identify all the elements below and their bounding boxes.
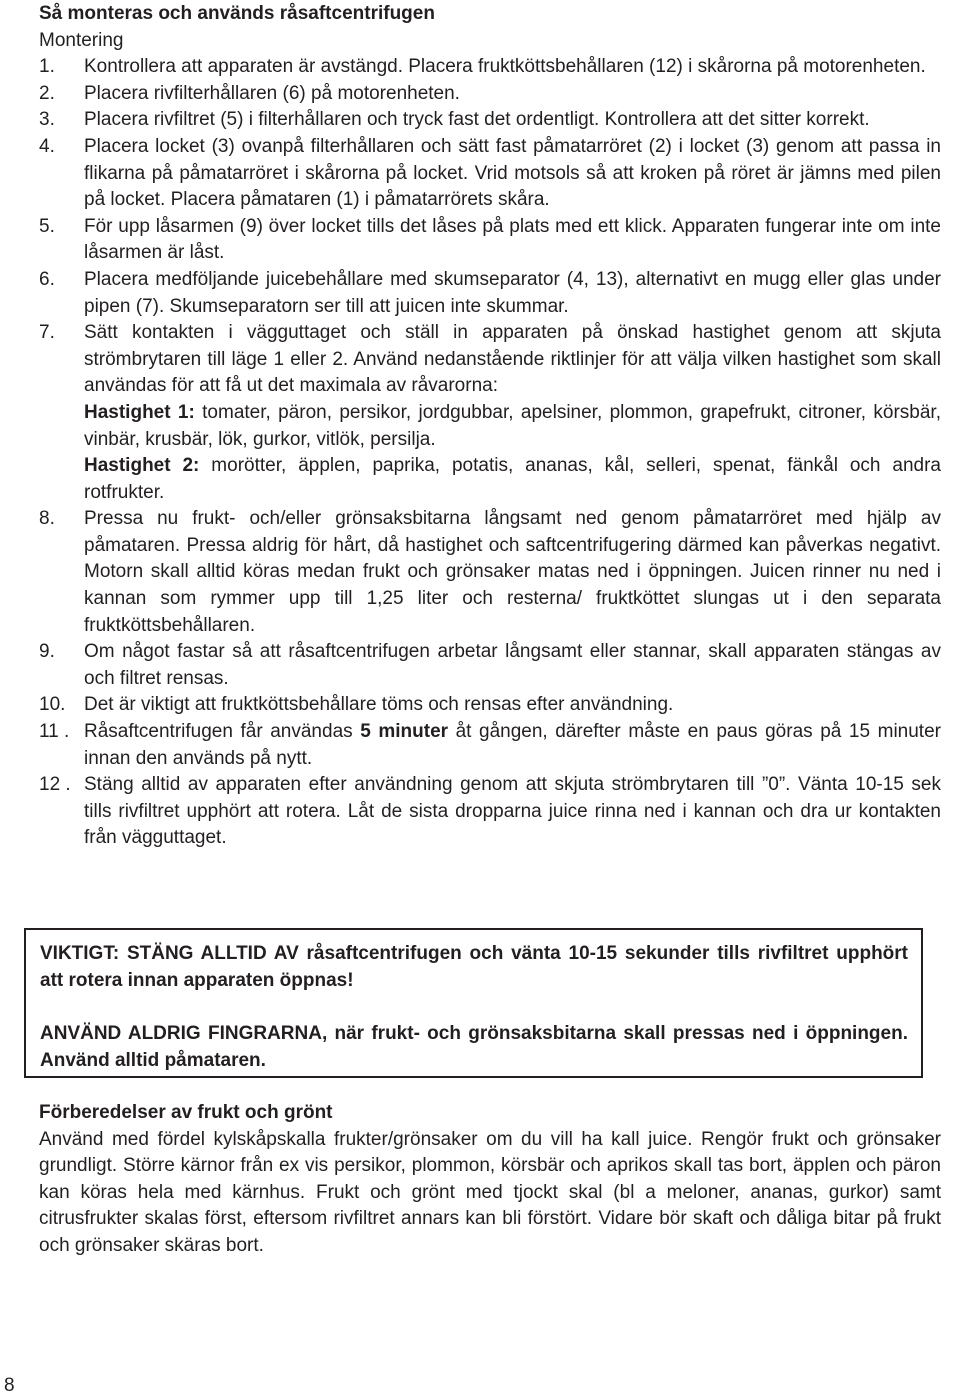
speed-2-line: Hastighet 2: morötter, äpplen, paprika, potatis, ananas, kål, selleri, spenat, fänkål och andra rotfrukter.: [84, 455, 941, 503]
step-item: 7. Sätt kontakten i vägguttaget och ställ in apparaten på önskad hastighet genom att skjuta strömbrytaren till läge 1 eller 2. Använd nedanstående riktlinjer för att välja vilken hastighet som skall användas för att få ut det maximala av råvarorna: Hastighet 1: tomater, päron, persikor, jordgubbar, apelsiner, plommon, grapefrukt, citroner, körsbär, vinbär, krusbär, lök, gurkor, vitlök, persilja. Hastighet 2: morötter, äpplen, paprika, potatis, ananas, kål, selleri, spenat, fänkål och andra rotfrukter.: [39, 320, 941, 506]
step-item: 2. Placera rivfilterhållaren (6) på motorenheten.: [39, 82, 460, 104]
step-item: 6. Placera medföljande juicebehållare med skumseparator (4, 13), alternativt en mugg eller glas under pipen (7). Skumseparatorn ser till att juicen inte skummar.: [39, 268, 941, 317]
section-subtitle: Montering: [39, 29, 124, 51]
warning-box: [24, 928, 923, 1078]
page-title: Så monteras och används råsaftcentrifugen: [39, 3, 435, 24]
speed-1-label: Hastighet 1:: [84, 401, 195, 423]
step-item: 4. Placera locket (3) ovanpå filterhållaren och sätt fast påmatarröret (2) i locket (3) genom att passa in flikarna på påmatarröret i skårorna på locket. Vrid motsols så att kroken på röret är jämns med pilen på locket. Placera påmataren (1) i påmatarrörets skåra.: [39, 135, 941, 211]
speed-1-line: Hastighet 1: tomater, päron, persikor, jordgubbar, apelsiner, plommon, grapefrukt, citroner, körsbär, vinbär, krusbär, lök, gurkor, vitlök, persilja.: [84, 401, 941, 450]
warning-text: ANVÄND ALDRIG FINGRARNA, när frukt- och grönsaksbitarna skall pressas ned i öppningen. Använd alltid påmataren.: [40, 1023, 908, 1071]
speed-2-label: Hastighet 2:: [84, 455, 200, 477]
step-item: 5. För upp låsarmen (9) över locket tills det låses på plats med ett klick. Apparaten fungerar inte om inte låsarmen är låst.: [39, 215, 941, 264]
step-item: 1. Kontrollera att apparaten är avstängd. Placera fruktköttsbehållaren (12) i skårorna på motorenheten.: [39, 56, 926, 78]
step-item: 9. Om något fastar så att råsaftcentrifugen arbetar långsamt eller stannar, skall apparaten stängas av och filtret rensas.: [39, 641, 941, 689]
section-paragraph: Använd med fördel kylskåpskalla frukter/grönsaker om du vill ha kall juice. Rengör frukt och grönsaker grundligt. Större kärnor från ex vis persikor, plommon, körsbär och aprikos skall tas bort, äpplen och päron kan köras hela med kärnhus. Frukt och grönt med tjockt skal (bl a meloner, ananas, gurkor) samt citrusfrukter skalas först, eftersom rivfiltret annars kan bli förstört. Vidare bör skaft och dåliga bitar på frukt och grönsaker skäras bort.: [39, 1128, 941, 1256]
step-item: 3. Placera rivfiltret (5) i filterhållaren och tryck fast det ordentligt. Kontrollera att det sitter korrekt.: [39, 109, 870, 131]
step-item: 8. Pressa nu frukt- och/eller grönsaksbitarna långsamt ned genom påmatarröret med hjälp av påmataren. Pressa aldrig för hårt, då hastighet och saftcentrifugering därmed kan påverkas negativt. Motorn skall alltid köras medan frukt och grönsaker matas ned i öppningen. Juicen rinner nu ned i kannan som rymmer upp till 1,25 liter och resterna/ fruktköttet slungas ut i den separata fruktköttsbehållaren.: [39, 508, 941, 636]
step-item: 11 . Råsaftcentrifugen får användas 5 minuter åt gången, därefter måste en paus göras på 15 minuter innan den används på nytt.: [39, 721, 941, 769]
document-body: [39, 0, 941, 852]
preparation-section: [39, 1100, 941, 1260]
warning-text: VIKTIGT: STÄNG ALLTID AV råsaftcentrifugen och vänta 10-15 sekunder tills rivfiltret upphört att rotera innan apparaten öppnas!: [40, 943, 908, 991]
assembly-steps: [39, 54, 941, 852]
step-item: 10. Det är viktigt att fruktköttsbehållare töms och rensas efter användning.: [39, 694, 674, 716]
page-number: 8: [4, 1375, 15, 1396]
section-heading: Förberedelser av frukt och grönt: [39, 1102, 333, 1123]
step-item: 12 . Stäng alltid av apparaten efter användning genom att skjuta strömbrytaren till ”0”. Vänta 10-15 sek tills rivfiltret upphört att rotera. Låt de sista dropparna juice rinna ned i kannan och dra ur kontakten från vägguttaget.: [39, 774, 941, 849]
